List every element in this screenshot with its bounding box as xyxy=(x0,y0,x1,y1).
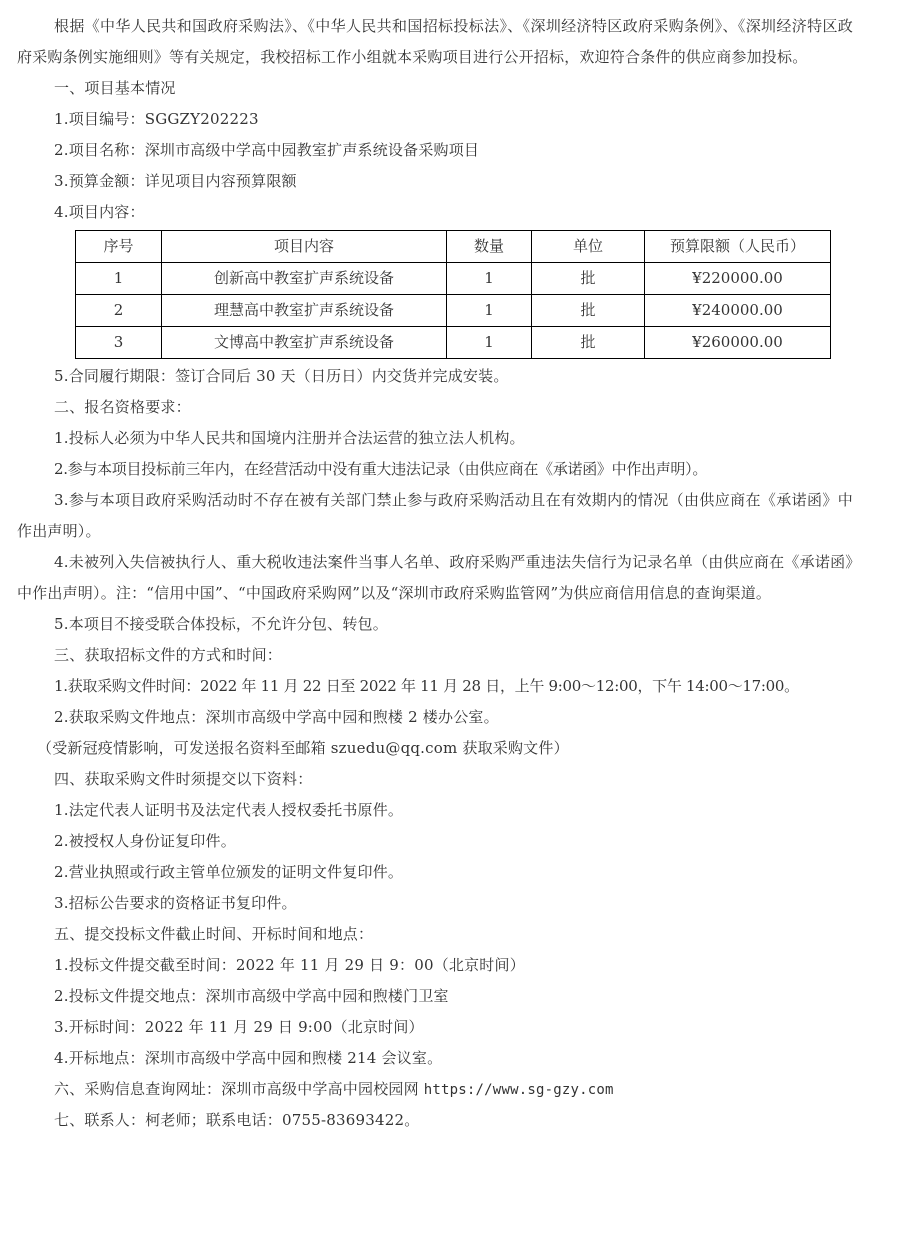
qualification-item: 5.本项目不接受联合体投标，不允许分包、转包。 xyxy=(54,615,388,633)
table-header-row xyxy=(76,231,831,263)
cell-content: 创新高中教室扩声系统设备 xyxy=(162,263,447,295)
cell-unit: 批 xyxy=(532,263,645,295)
section-7-contact: 七、联系人：柯老师；联系电话：0755-83693422。 xyxy=(54,1111,420,1129)
email-note: （受新冠疫情影响，可发送报名资料至邮箱 szuedu@qq.com 获取采购文件） xyxy=(37,739,569,757)
cell-budget: ¥220000.00 xyxy=(645,263,831,295)
cell-budget: ¥260000.00 xyxy=(645,327,831,359)
query-site-label: 六、采购信息查询网址：深圳市高级中学高中园校园网 xyxy=(54,1080,424,1098)
procurement-notice xyxy=(17,0,853,1136)
header-index: 序号 xyxy=(76,231,162,263)
cell-budget: ¥240000.00 xyxy=(645,295,831,327)
document-time: 1.获取采购文件时间：2022 年 11 月 22 日至 2022 年 11 月 28 日，上午 9:00～12:00，下午 14:00～17:00。 xyxy=(54,677,799,695)
header-quantity: 数量 xyxy=(447,231,532,263)
section-2-heading: 二、报名资格要求： xyxy=(54,398,191,416)
required-document: 1.法定代表人证明书及法定代表人授权委托书原件。 xyxy=(54,801,404,819)
project-content-label: 4.项目内容： xyxy=(54,203,145,221)
section-6-query-site xyxy=(17,1074,853,1105)
submission-location: 2.投标文件提交地点：深圳市高级中学高中园和煦楼门卫室 xyxy=(54,987,449,1005)
header-content: 项目内容 xyxy=(162,231,447,263)
cell-index: 3 xyxy=(76,327,162,359)
cell-content: 文博高中教室扩声系统设备 xyxy=(162,327,447,359)
cell-unit: 批 xyxy=(532,295,645,327)
required-document: 3.招标公告要求的资格证书复印件。 xyxy=(54,894,297,912)
cell-index: 2 xyxy=(76,295,162,327)
cell-quantity: 1 xyxy=(447,295,532,327)
qualification-item: 4.未被列入失信被执行人、重大税收违法案件当事人名单、政府采购严重违法失信行为记录名单（由供应商在《承诺函》中作出声明）。注：“信用中国”、“中国政府采购网”以及“深圳市政府采购监管网”为供应商信用信息的查询渠道。 xyxy=(17,553,853,602)
budget-amount: 3.预算金额：详见项目内容预算限额 xyxy=(54,172,297,190)
project-name: 2.项目名称：深圳市高级中学高中园教室扩声系统设备采购项目 xyxy=(54,141,480,159)
qualification-item: 1.投标人必须为中华人民共和国境内注册并合法运营的独立法人机构。 xyxy=(54,429,525,447)
qualification-item: 3.参与本项目政府采购活动时不存在被有关部门禁止参与政府采购活动且在有效期内的情况（由供应商在《承诺函》中作出声明）。 xyxy=(17,491,853,540)
cell-index: 1 xyxy=(76,263,162,295)
submission-deadline: 1.投标文件提交截至时间：2022 年 11 月 29 日 9：00（北京时间） xyxy=(54,956,525,974)
opening-location: 4.开标地点：深圳市高级中学高中园和煦楼 214 会议室。 xyxy=(54,1049,443,1067)
required-document: 2.被授权人身份证复印件。 xyxy=(54,832,236,850)
header-unit: 单位 xyxy=(532,231,645,263)
document-location: 2.获取采购文件地点：深圳市高级中学高中园和煦楼 2 楼办公室。 xyxy=(54,708,499,726)
required-document: 2.营业执照或行政主管单位颁发的证明文件复印件。 xyxy=(54,863,404,881)
qualification-item: 2.参与本项目投标前三年内，在经营活动中没有重大违法记录（由供应商在《承诺函》中作出声明）。 xyxy=(54,460,708,478)
cell-quantity: 1 xyxy=(447,263,532,295)
cell-unit: 批 xyxy=(532,327,645,359)
project-number: 1.项目编号：SGGZY202223 xyxy=(54,110,259,128)
table-row xyxy=(76,263,831,295)
cell-quantity: 1 xyxy=(447,327,532,359)
opening-time: 3.开标时间：2022 年 11 月 29 日 9:00（北京时间） xyxy=(54,1018,424,1036)
project-content-table-wrapper xyxy=(75,230,825,359)
section-5-heading: 五、提交投标文件截止时间、开标时间和地点： xyxy=(54,925,374,943)
intro-paragraph: 根据《中华人民共和国政府采购法》、《中华人民共和国招标投标法》、《深圳经济特区政府采购条例》、《深圳经济特区政府采购条例实施细则》等有关规定，我校招标工作小组就本采购项目进行公开招标，欢迎符合条件的供应商参加投标。 xyxy=(17,17,853,66)
cell-content: 理慧高中教室扩声系统设备 xyxy=(162,295,447,327)
section-4-heading: 四、获取采购文件时须提交以下资料： xyxy=(54,770,313,788)
table-row xyxy=(76,327,831,359)
project-content-table xyxy=(75,230,831,359)
section-3-heading: 三、获取招标文件的方式和时间： xyxy=(54,646,283,664)
table-row xyxy=(76,295,831,327)
contract-period: 5.合同履行期限：签订合同后 30 天（日历日）内交货并完成安装。 xyxy=(54,367,509,385)
section-1-heading: 一、项目基本情况 xyxy=(54,79,176,97)
header-budget: 预算限额（人民币） xyxy=(645,231,831,263)
school-website-link[interactable]: https://www.sg-gzy.com xyxy=(423,1082,614,1098)
